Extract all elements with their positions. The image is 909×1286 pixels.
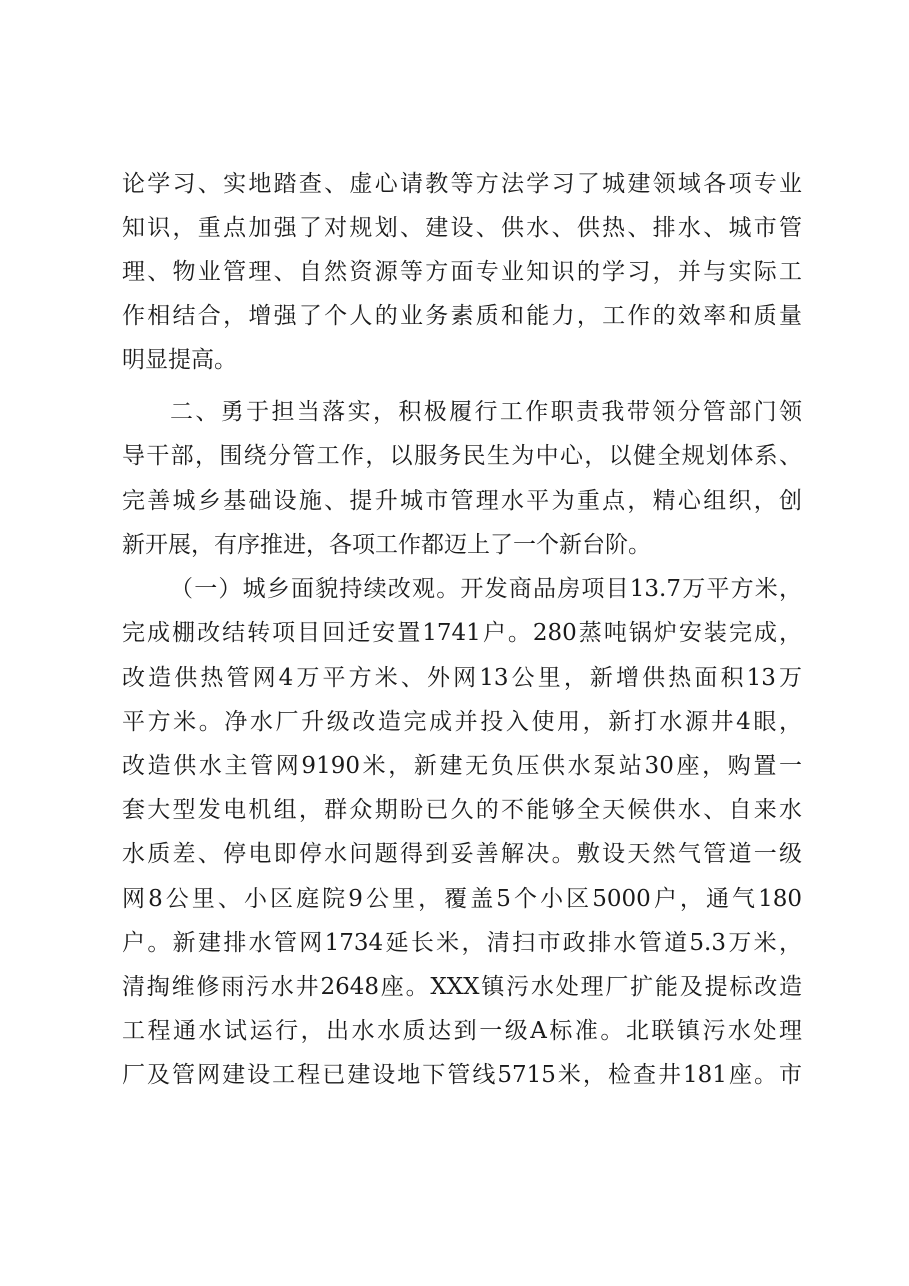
paragraph-3-line-4: 平方米。净水厂升级改造完成并投入使用，新打水源井4眼，: [122, 709, 802, 735]
paragraph-1-line-4: 作相结合，增强了个人的业务素质和能力，工作的效率和质量: [122, 303, 802, 329]
paragraph-3-line-2: 完成棚改结转项目回迁安置1741户。280蒸吨锅炉安装完成，: [122, 620, 802, 646]
paragraph-3-line-12: 厂及管网建设工程已建设地下管线5715米，检查井181座。市: [122, 1062, 802, 1088]
paragraph-3-line-1: （一）城乡面貌持续改观。开发商品房项目13.7万平方米，: [170, 576, 802, 602]
paragraph-3-line-9: 户。新建排水管网1734延长米，清扫市政排水管道5.3万米，: [122, 930, 802, 956]
paragraph-1-line-1: 论学习、实地踏查、虚心请教等方法学习了城建领域各项专业: [122, 171, 802, 197]
paragraph-1-line-5: 明显提高。: [122, 347, 237, 373]
paragraph-3-line-7: 水质差、停电即停水问题得到妥善解决。敷设天然气管道一级: [122, 841, 802, 867]
paragraph-3-line-5: 改造供水主管网9190米，新建无负压供水泵站30座，购置一: [122, 753, 802, 779]
paragraph-1-line-3: 理、物业管理、自然资源等方面专业知识的学习，并与实际工: [122, 259, 802, 285]
paragraph-2-line-3: 完善城乡基础设施、提升城市管理水平为重点，精心组织，创: [122, 488, 802, 514]
paragraph-2-line-2: 导干部，围绕分管工作，以服务民生为中心，以健全规划体系、: [122, 443, 802, 469]
paragraph-3-line-8: 网8公里、小区庭院9公里，覆盖5个小区5000户，通气180: [122, 886, 802, 912]
paragraph-2-line-4: 新开展，有序推进，各项工作都迈上了一个新台阶。: [122, 532, 651, 558]
paragraph-1-line-2: 知识，重点加强了对规划、建设、供水、供热、排水、城市管: [122, 215, 802, 241]
paragraph-2-line-1: 二、勇于担当落实，积极履行工作职责我带领分管部门领: [170, 399, 802, 425]
paragraph-3-line-10: 清掏维修雨污水井2648座。XXX镇污水处理厂扩能及提标改造: [122, 974, 802, 1000]
paragraph-3-line-11: 工程通水试运行，出水水质达到一级A标准。北联镇污水处理: [122, 1018, 802, 1044]
paragraph-3-line-3: 改造供热管网4万平方米、外网13公里，新增供热面积13万: [122, 665, 802, 691]
paragraph-3-line-6: 套大型发电机组，群众期盼已久的不能够全天候供水、自来水: [122, 797, 802, 823]
